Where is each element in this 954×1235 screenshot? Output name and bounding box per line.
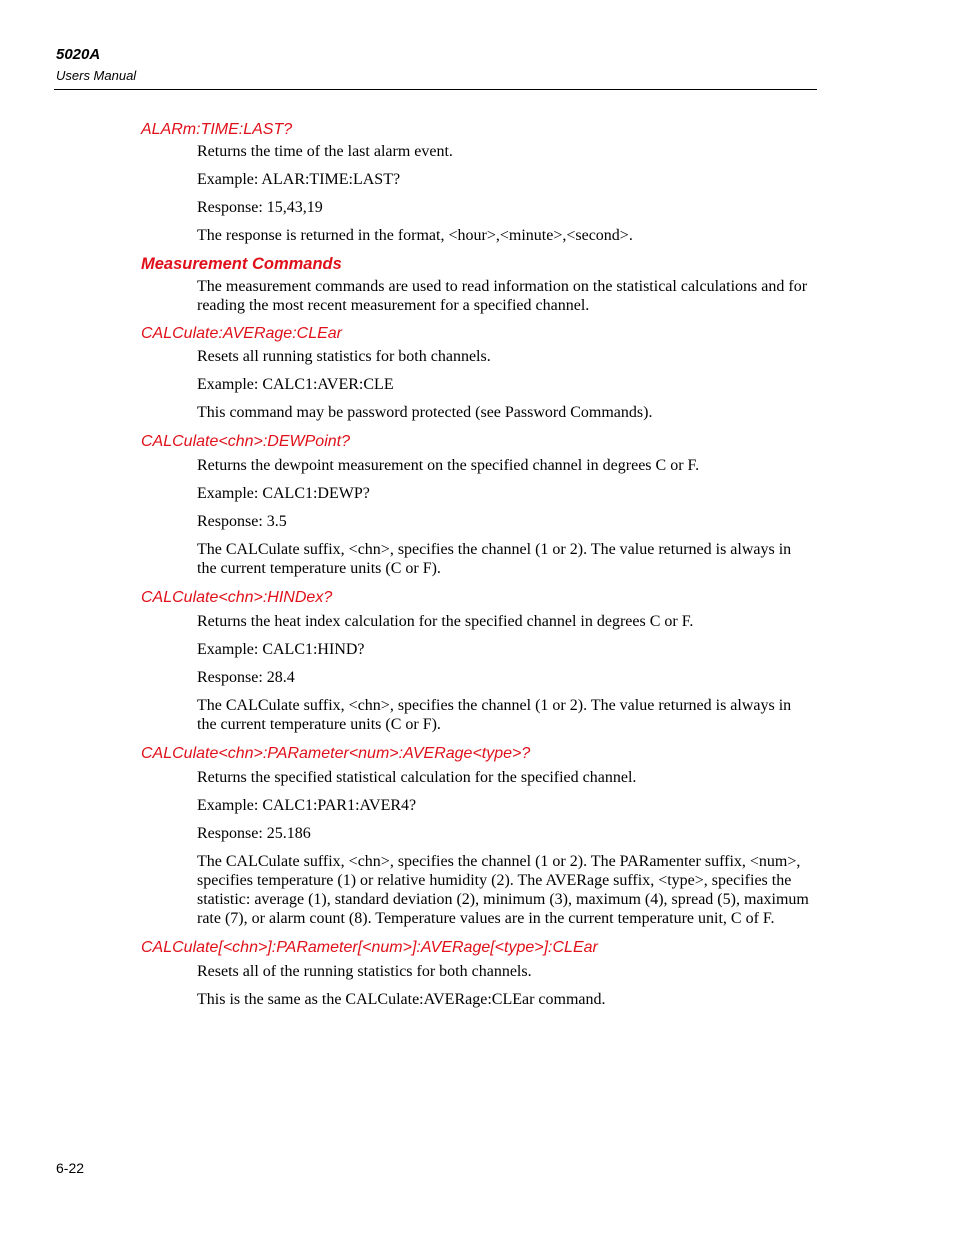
section-calc-parameter-average-clear [141, 938, 821, 1009]
paragraph: This command may be password protected (see Password Commands). [197, 404, 653, 421]
paragraph: The CALCulate suffix, <chn>, specifies the channel (1 or 2). The value returned is always in the current temperature units (C or F). [197, 697, 792, 733]
paragraph: Response: 3.5 [197, 513, 287, 530]
section-measurement-commands [141, 254, 821, 315]
paragraph: Resets all of the running statistics for both channels. [197, 963, 532, 980]
manual-subtitle: Users Manual [56, 68, 137, 83]
paragraph: Returns the specified statistical calculation for the specified channel. [197, 769, 637, 786]
paragraph: Example: ALAR:TIME:LAST? [197, 171, 401, 188]
paragraph: This is the same as the CALCulate:AVERage:CLEar command. [197, 991, 606, 1008]
section-heading: CALCulate<chn>:HINDex? [141, 589, 333, 606]
paragraph: The CALCulate suffix, <chn>, specifies the channel (1 or 2). The value returned is always in the current temperature units (C or F). [197, 541, 792, 577]
section-heading: CALCulate:AVERage:CLEar [141, 325, 342, 342]
section-alarm-time-last [141, 120, 821, 245]
paragraph: Example: CALC1:HIND? [197, 641, 365, 658]
paragraph: The response is returned in the format, <hour>,<minute>,<second>. [197, 227, 633, 244]
section-heading: CALCulate<chn>:DEWPoint? [141, 433, 350, 450]
section-calc-hindex [141, 588, 821, 734]
paragraph: Response: 28.4 [197, 669, 295, 686]
paragraph: The measurement commands are used to read information on the statistical calculations and for reading the most recent measurement for a specified channel. [197, 278, 808, 314]
header-rule [54, 89, 817, 90]
paragraph: Returns the dewpoint measurement on the specified channel in degrees C or F. [197, 457, 700, 474]
section-calc-aver-clear [141, 324, 821, 422]
section-heading: CALCulate<chn>:PARameter<num>:AVERage<type>? [141, 745, 531, 762]
page-content [141, 120, 821, 1018]
paragraph: Response: 15,43,19 [197, 199, 323, 216]
paragraph: The CALCulate suffix, <chn>, specifies the channel (1 or 2). The PARamenter suffix, <num>, specifies temperature (1) or relative humidity (2). The AVERage suffix, <type>, specifies the statistic: average (1), standard deviation (2), minimum (3), maximum (4), spread (5), maximum rate (7), or alarm count (8). Temperature values are in the current temperature unit, C of F. [197, 853, 809, 927]
section-calc-dewpoint [141, 432, 821, 578]
paragraph: Example: CALC1:AVER:CLE [197, 376, 394, 393]
manual-model-title: 5020A [56, 46, 101, 63]
paragraph: Returns the time of the last alarm event. [197, 143, 453, 160]
paragraph: Returns the heat index calculation for the specified channel in degrees C or F. [197, 613, 694, 630]
section-heading: Measurement Commands [141, 255, 342, 273]
section-heading: CALCulate[<chn>]:PARameter[<num>]:AVERage[<type>]:CLEar [141, 939, 598, 956]
paragraph: Resets all running statistics for both channels. [197, 348, 491, 365]
section-heading: ALARm:TIME:LAST? [141, 121, 293, 138]
paragraph: Response: 25.186 [197, 825, 311, 842]
section-calc-parameter-average [141, 744, 821, 928]
paragraph: Example: CALC1:PAR1:AVER4? [197, 797, 417, 814]
page-number: 6-22 [56, 1160, 85, 1176]
paragraph: Example: CALC1:DEWP? [197, 485, 370, 502]
